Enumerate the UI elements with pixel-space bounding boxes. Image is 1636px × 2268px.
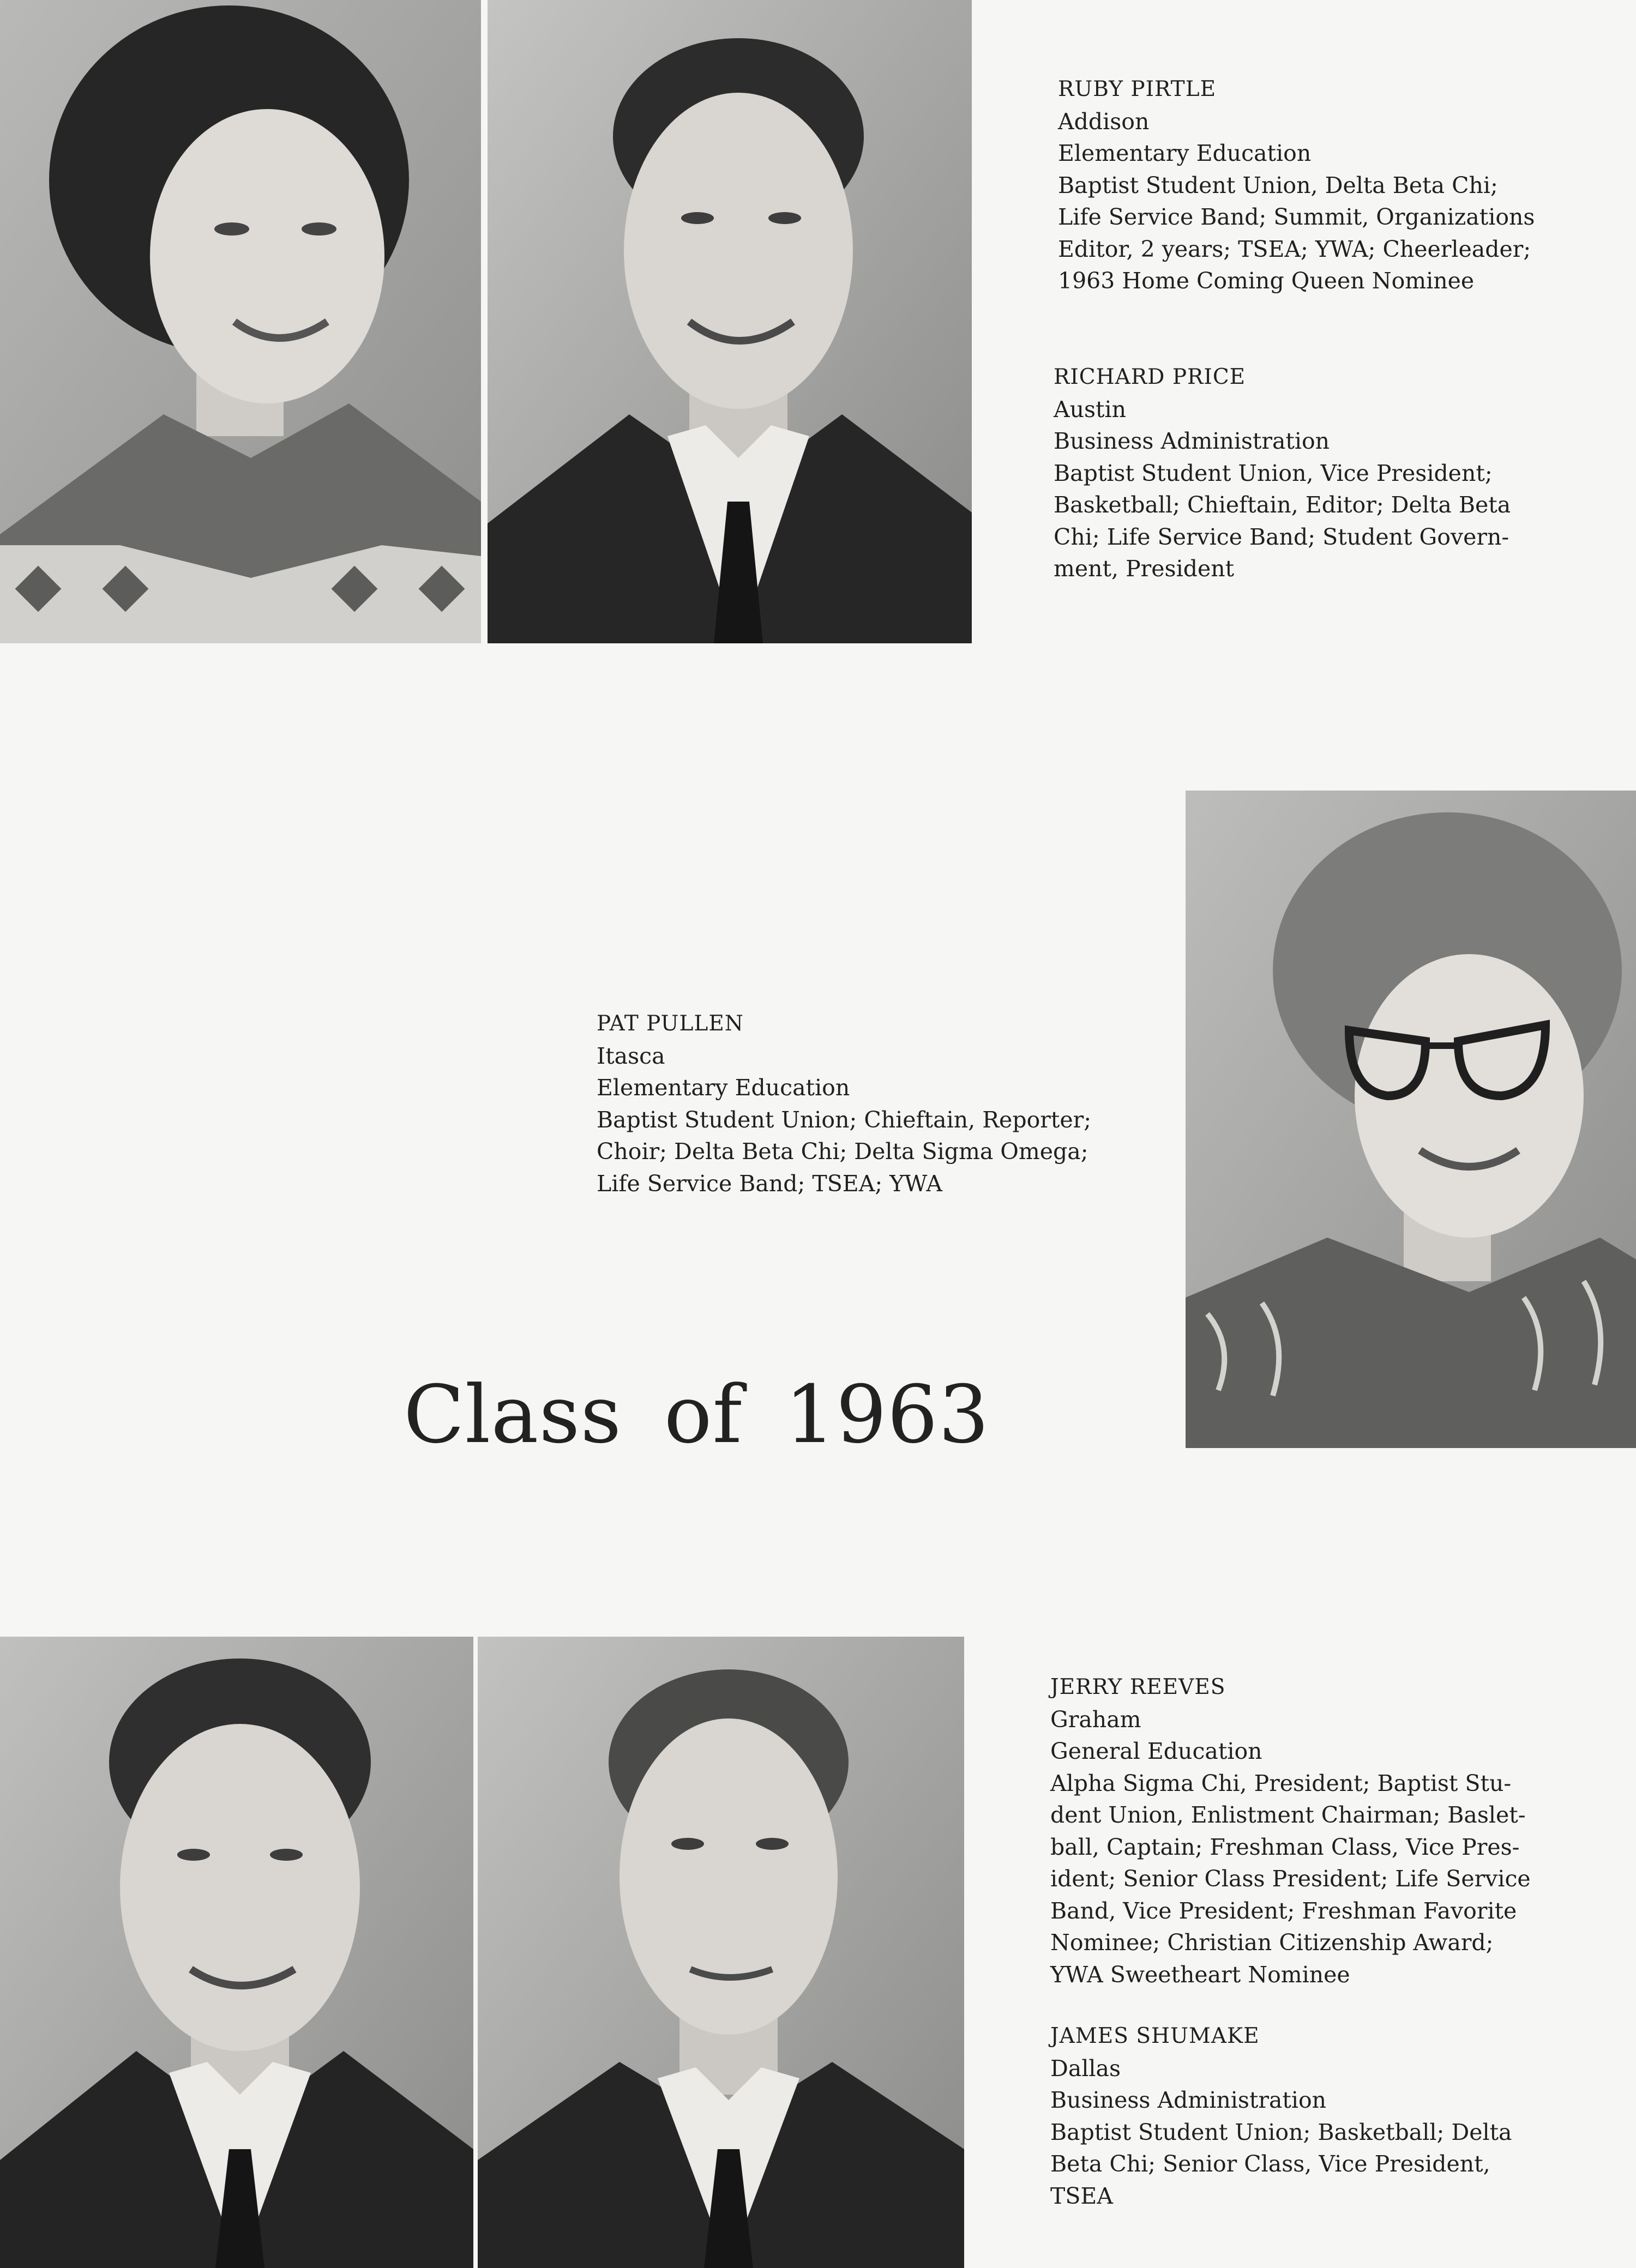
student-activities-line: Beta Chi; Senior Class, Vice President, — [1050, 2151, 1490, 2177]
student-major: Elementary Education — [597, 1075, 850, 1101]
student-activities-line: Editor, 2 years; TSEA; YWA; Cheerleader; — [1058, 236, 1531, 262]
portrait-man-icon — [488, 0, 972, 643]
photo-pat-pullen — [1186, 791, 1636, 1448]
student-activities-line: Nominee; Christian Citizenship Award; — [1050, 1929, 1494, 1956]
portrait-man-icon — [478, 1637, 964, 2268]
student-activities-line: YWA Sweetheart Nominee — [1050, 1961, 1350, 1988]
student-major: Business Administration — [1050, 2087, 1327, 2113]
student-activities-line: Basketball; Chieftain, Editor; Delta Beta — [1054, 492, 1511, 518]
student-activities-line: Life Service Band; Summit, Organizations — [1058, 204, 1535, 230]
student-activities-line: Band, Vice President; Freshman Favorite — [1050, 1897, 1517, 1924]
student-activities-line: Baptist Student Union; Chieftain, Reporter; — [597, 1106, 1092, 1133]
student-activities-line: Choir; Delta Beta Chi; Delta Sigma Omega; — [597, 1138, 1088, 1165]
page-heading: Class of 1963 — [404, 1368, 990, 1461]
student-major: General Education — [1050, 1738, 1262, 1764]
portrait-man-icon — [0, 1637, 473, 2268]
student-activities-line: TSEA — [1050, 2182, 1113, 2209]
student-activities-line: ball, Captain; Freshman Class, Vice Pres- — [1050, 1833, 1520, 1860]
bio-richard-price — [1054, 361, 1563, 585]
student-activities-line: ident; Senior Class President; Life Service — [1050, 1866, 1531, 1892]
portrait-woman-icon — [0, 0, 481, 643]
student-hometown: Addison — [1058, 108, 1150, 135]
student-hometown: Austin — [1054, 396, 1127, 423]
student-name: PAT PULLEN — [597, 1011, 744, 1036]
student-hometown: Graham — [1050, 1706, 1141, 1733]
student-activities-line: 1963 Home Coming Queen Nominee — [1058, 268, 1475, 294]
student-activities-line: dent Union, Enlistment Chairman; Baslet- — [1050, 1802, 1526, 1828]
student-activities-line: Baptist Student Union; Basketball; Delta — [1050, 2119, 1512, 2145]
student-activities-line: Baptist Student Union, Delta Beta Chi; — [1058, 172, 1498, 198]
photo-richard-price — [488, 0, 972, 643]
bio-pat-pullen — [597, 1008, 1112, 1199]
student-activities-line: ment, President — [1054, 556, 1235, 582]
student-major: Business Administration — [1054, 428, 1330, 454]
student-activities-line: Life Service Band; TSEA; YWA — [597, 1170, 942, 1197]
student-activities-line: Baptist Student Union, Vice President; — [1054, 460, 1493, 486]
student-name: JERRY REEVES — [1050, 1675, 1226, 1699]
student-activities-line: Chi; Life Service Band; Student Govern- — [1054, 523, 1509, 550]
student-activities-line: Alpha Sigma Chi, President; Baptist Stu- — [1050, 1770, 1512, 1796]
portrait-woman-glasses-icon — [1186, 791, 1636, 1448]
photo-james-shumake — [478, 1637, 964, 2268]
bio-james-shumake — [1050, 2020, 1564, 2212]
student-name: RUBY PIRTLE — [1058, 77, 1217, 101]
student-name: RICHARD PRICE — [1054, 365, 1246, 389]
student-hometown: Itasca — [597, 1042, 665, 1069]
bio-jerry-reeves — [1050, 1672, 1564, 1990]
student-major: Elementary Education — [1058, 140, 1312, 166]
bio-ruby-pirtle — [1058, 74, 1568, 297]
photo-jerry-reeves — [0, 1637, 473, 2268]
student-name: JAMES SHUMAKE — [1050, 2024, 1260, 2048]
photo-ruby-pirtle — [0, 0, 481, 643]
student-hometown: Dallas — [1050, 2055, 1121, 2082]
